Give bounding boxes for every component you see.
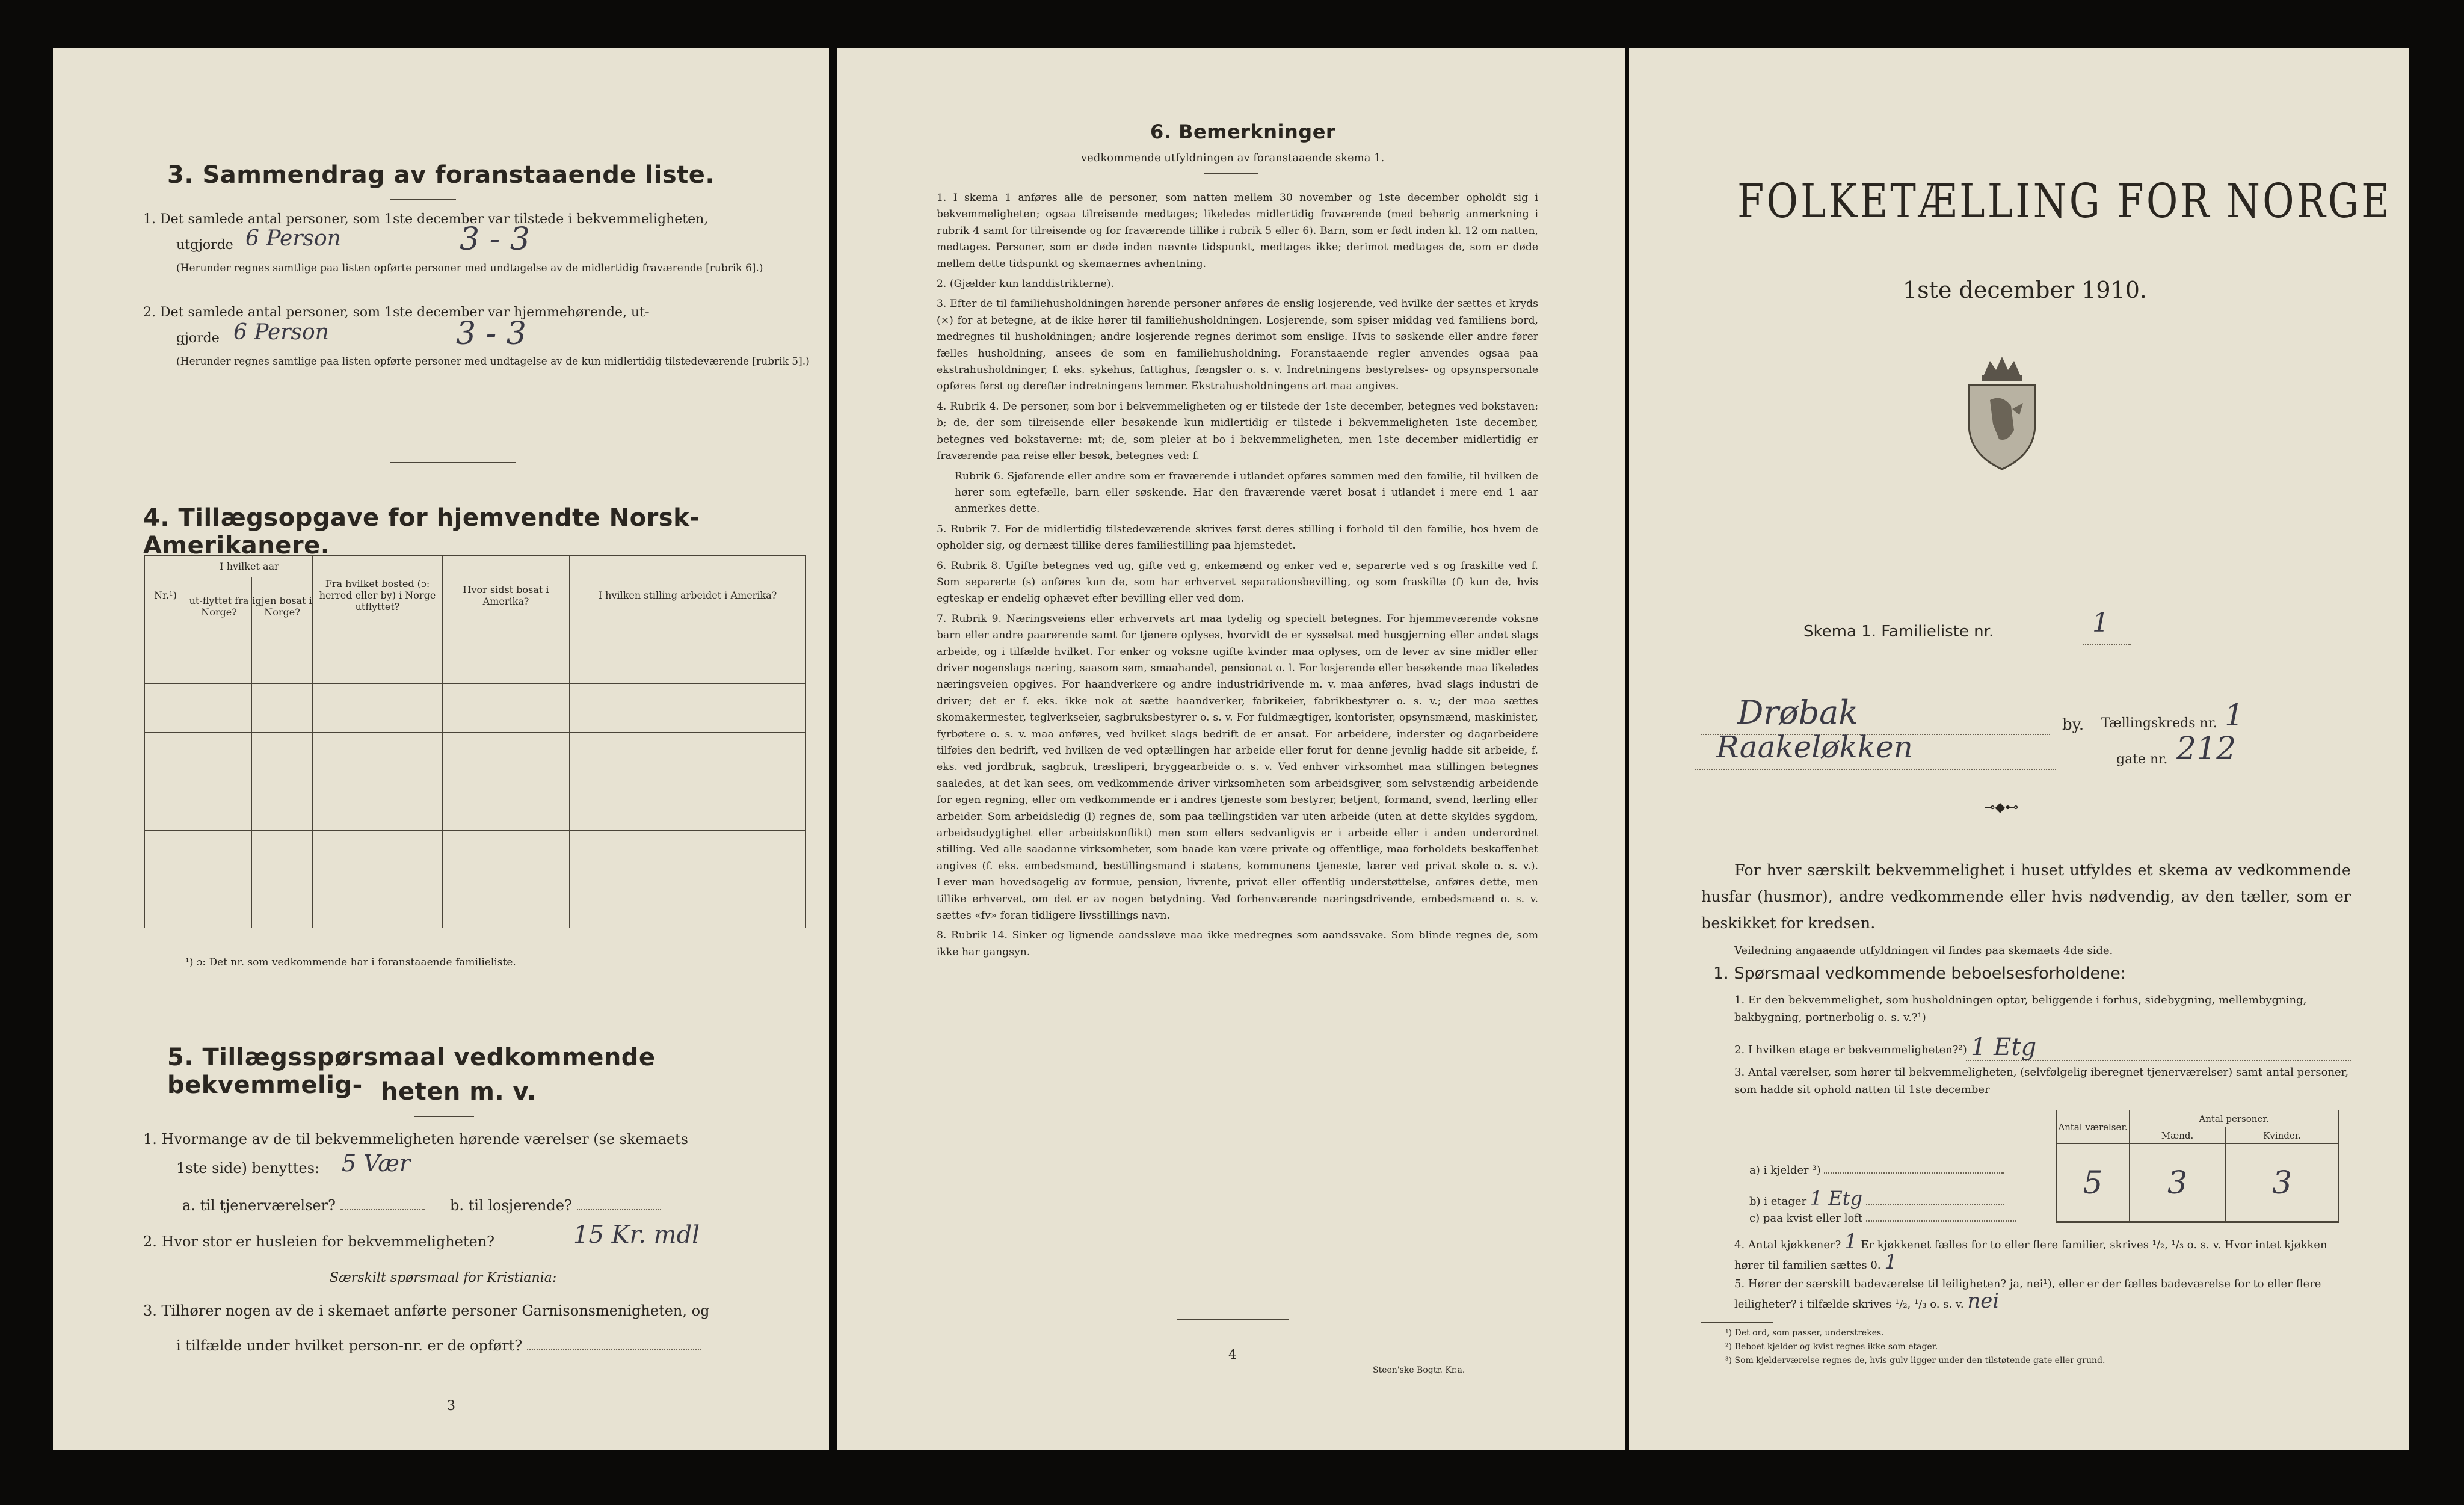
row-c: c) paa kvist eller loft — [1749, 1212, 2016, 1225]
divider — [414, 1116, 474, 1117]
s5-q2: 2. Hvor stor er husleien for bekvemmeligheten? — [143, 1233, 495, 1250]
s3-q2-text: 2. Det samlede antal personer, som 1ste december var hjemmehørende, ut- — [143, 305, 650, 320]
remark-1: 1. I skema 1 anføres alle de personer, som natten mellem 30 november og 1ste december opholdt sig i bekvemmeligheten; ogsaa tilreisende medtages; likeledes midlertidig fraværende (med behørig anmerkning i rubrik 4 samt for tilreisende og for fraværende tillike i rubrik 5 eller 6). Barn, som er født inden kl. 12 om natten, medtages. Personer, som er døde inden nævnte tidspunkt, medtages ikke; derimot medtages de, som er døde mellem dette tidspunkt og skemaernes avhentning. — [937, 192, 1538, 270]
s5-q2-handwriting: 15 Kr. mdl — [573, 1221, 700, 1249]
section-4-title: 4. Tillægsopgave for hjemvendte Norsk-Amerikanere. — [143, 504, 700, 559]
col-stilling: I hvilken stilling arbeidet i Amerika? — [570, 556, 806, 635]
place-handwriting: Drøbak — [1737, 694, 1859, 731]
col-maend: Mænd. — [2130, 1127, 2226, 1144]
divider — [390, 199, 456, 200]
col-nr: Nr.¹) — [145, 556, 186, 635]
remark-6: 6. Rubrik 8. Ugifte betegnes ved ug, gifte ved g, enkemænd og enker ved e, separerte ved s og fraskilte ved f. Som separerte (s) anføres kun de, som har erhvervet separationsbevilling, og som fraskilte (f) kun de, hvis egteskap er endelig ophævet efter bevilling eller ved dom. — [937, 559, 1538, 605]
remark-7: 7. Rubrik 9. Næringsveiens eller erhvervets art maa tydelig og specielt betegnes. For hjemmeværende voksne barn eller andre paarørende samt for tjenere oplyses, hvorvidt de er sysselsat med husgjerning eller andet slags arbeide, og i tilfælde hvilket. For enker og voksne ugifte kvinder maa oplyses, om de lever av sine midler eller driver nogenslags næring, saasom søm, smaahandel, pensionat o. l. For losjerende eller besøkende maa likeledes næringsveien opgives. For haandverkere og andre industridrivende m. v. maa anføres, hvad slags industri de driver; det er f. eks. ikke nok at sætte haandverker, fabrikeier, fabrikbestyrer o. s. v.; der maa sættes skomakermester, teglverkseier, sagbruksbestyrer o. s. v. For fuldmægtiger, kontorister, opsynsmænd, maskinister, fyrbøtere o. s. v. maa anføres, ved hvilket slags bedrift de er ansat. For arbeidere, inderster og dagarbeidere tilføies den bedrift, ved hvilken de ved optællingen har arbeide eller forut for denne jevnlig hadde sit arbeide, f. eks. ved jordbruk, sagbruk, træsliperi, bryggearbeide o. s. v. Ved enhver virksomhet maa stillingen betegnes saaledes, at det kan sees, om vedkommende driver virksomheten som arbeidsgiver, som selvstændig arbeidende for egen regning, eller om vedkommende er i andres tjeneste som bestyrer, betjent, formand, svend, lærling eller arbeider. Som arbeidsledig (l) regnes de, som paa tællingstiden var uten arbeide (uten at dette skyldes sygdom, arbeidsudygtighet eller arbeidskonflikt) men som ellers sedvanligvis er i arbeide eller i anden underordnet stilling. Ved alle saadanne virksomheter, som baade kan være private og offentlige, maa forholdets beskaffenhet angives (f. eks. embedsmand, bestillingsmand i statens, kommunens tjeneste, lærer ved privat skole o. s. v.). Lever man hovedsagelig av formue, pension, livrente, privat eller offentlig understøttelse, anføres dette, men tillike erhvervet, om det er av nogen betydning. Ved forhenværende næringsdrivende, embedsmænd o. s. v. sættes «fv» foran tidligere livsstillings navn. — [937, 612, 1538, 922]
divider — [390, 462, 516, 463]
b-kvinder: 3 — [2226, 1145, 2339, 1222]
remark-3: 3. Efter de til familiehusholdningen hørende personer anføres de enslig losjerende, ved hvilke der sættes et kryds (×) for at betegne, at de ikke hører til familiehusholdningen. Losjerende, som spiser middag ved familiens bord, medregnes til husholdningen; andre losjerende regnes derimot som enslige. Hvis to søskende eller andre fører fælles husholdning, ansees de som en familiehusholdning. Foranstaaende regler anvendes ogsaa paa ekstrahusholdninger, f. eks. sykehus, fattighus, fængsler o. s. v. Indretningens bestyrelses- og opsynspersonale opføres først og derefter indretningens lemmer. Ekstrahusholdningens art maa angives. — [937, 298, 1538, 393]
question-5: 5. Hører der særskilt badeværelse til leiligheten? ja, nei¹), eller er der fælles badeværelse for to eller flere leiligheter? i tilfælde skrives ¹/₂, ¹/₃ o. s. v. nei — [1734, 1278, 2321, 1313]
s3-q2-handwriting: 6 Person — [233, 320, 329, 345]
s5-q1b: 1ste side) benyttes: — [176, 1160, 320, 1177]
section-5-title-1: 5. Tillægsspørsmaal vedkommende bekvemmelig- — [167, 1044, 656, 1099]
col-fra-bosted: Fra hvilket bosted (ɔ: herred eller by) i Norge utflyttet? — [313, 556, 443, 635]
footnote-3: ³) Som kjelderværelse regnes de, hvis gulv ligger under den tilstøtende gate eller grund. — [1725, 1356, 2105, 1365]
footnote-2: ²) Beboet kjelder og kvist regnes ikke som etager. — [1725, 1342, 1938, 1352]
question-4: 4. Antal kjøkkener? 1 Er kjøkkenet fælles for to eller flere familier, skrives ¹/₂, ¹/₃ o. s. v. Hvor intet kjøkken hører til familien sættes 0. 1 — [1734, 1230, 2327, 1274]
question-2-handwriting: 1 Etg — [1971, 1033, 2037, 1061]
s5-q1a: a. til tjenerværelser? — [182, 1197, 425, 1214]
main-title: FOLKETÆLLING FOR NORGE — [1737, 174, 2392, 229]
question-2: 2. I hvilken etage er bekvemmeligheten?²) — [1734, 1044, 1967, 1056]
s5-q1-handwriting: 5 Vær — [342, 1150, 411, 1177]
col-hvilket-aar: I hvilket aar — [186, 556, 313, 577]
page-3 — [53, 48, 829, 1450]
bemerkninger-text — [937, 190, 1538, 1351]
col-sidst-bosat: Hvor sidst bosat i Amerika? — [443, 556, 570, 635]
questions-heading: 1. Spørsmaal vedkommende beboelsesforholdene: — [1713, 964, 2126, 983]
remark-5: 5. Rubrik 7. For de midlertidig tilstedeværende skrives først deres stilling i forhold til den familie, hos hvem de opholder sig, og dernæst tillike deres familiestilling paa hjemstedet. — [937, 523, 1538, 552]
krets-label: Tællingskreds nr. — [2101, 716, 2217, 731]
street-handwriting: Raakeløkken — [1716, 730, 1913, 765]
s3-q1-text: 1. Det samlede antal personer, som 1ste december var tilstede i bekvemmeligheten, — [143, 212, 709, 227]
col-kvinder: Kvinder. — [2226, 1127, 2339, 1144]
familieliste-number-handwriting: 1 — [2092, 608, 2109, 638]
s3-q2-note: (Herunder regnes samtlige paa listen opførte personer med undtagelse av de kun midlertidig tilstedeværende [rubrik 5].) — [176, 355, 810, 368]
row-b: b) i etager 1 Etg — [1749, 1187, 2004, 1210]
bemerkninger-title: 6. Bemerkninger — [1150, 120, 1336, 143]
s5-q3b: i tilfælde under hvilket person-nr. er de opført? — [176, 1337, 701, 1354]
col-antal-vaerelser: Antal værelser. — [2057, 1110, 2130, 1144]
s3-q1-prefix: utgjorde — [176, 238, 233, 253]
row-a: a) i kjelder ³) — [1749, 1164, 2004, 1177]
remark-4b: Rubrik 6. Sjøfarende eller andre som er fraværende i utlandet opføres sammen med den familie, til hvilken de hører som egtefælle, barn eller søskende. Har den fraværende været bosat i utlandet i mere end 1 aar anmerkes dette. — [955, 470, 1538, 516]
question-3: 3. Antal værelser, som hører til bekvemmeligheten, (selvfølgelig iberegnet tjenerværelser) samt antal personer, som hadde sit ophold natten til 1ste december — [1734, 1066, 2349, 1096]
skema-label: Skema 1. Familieliste nr. — [1803, 623, 1994, 641]
by-label: by. — [2062, 716, 2084, 734]
norwegian-coat-of-arms-icon — [1957, 352, 2047, 472]
printer-imprint: Steen'ske Bogtr. Kr.a. — [1373, 1365, 1465, 1375]
table-footnote: ¹) ɔ: Det nr. som vedkommende har i foranstaaende familieliste. — [185, 956, 516, 968]
s3-q2-handwriting-2: 3 - 3 — [456, 316, 526, 352]
s5-kristiania: Særskilt spørsmaal for Kristiania: — [330, 1270, 557, 1285]
census-date: 1ste december 1910. — [1903, 277, 2147, 303]
footnote-1: ¹) Det ord, som passer, understrekes. — [1725, 1328, 1884, 1338]
s5-q3: 3. Tilhører nogen av de i skemaet anførte personer Garnisonsmenigheten, og — [143, 1302, 710, 1319]
col-utflyttet: ut-flyttet fra Norge? — [186, 577, 252, 635]
section-3-title: 3. Sammendrag av foranstaaende liste. — [167, 161, 715, 189]
b-vaerelser: 5 — [2057, 1145, 2130, 1222]
remark-8: 8. Rubrik 14. Sinker og lignende aandssløve maa ikke medregnes som aandssvake. Som blinde regnes de, som ikke har gangsyn. — [937, 929, 1538, 958]
divider — [1204, 173, 1258, 174]
remark-2: 2. (Gjælder kun landdistrikterne). — [937, 278, 1115, 291]
s5-q1c: b. til losjerende? — [450, 1197, 661, 1214]
s3-q2-prefix: gjorde — [176, 331, 220, 346]
footnotes — [1725, 1326, 2105, 1368]
gate-label: gate nr. — [2116, 752, 2168, 767]
page-1-title — [1629, 48, 2409, 1450]
s3-q1-handwriting: 6 Person — [245, 226, 341, 251]
gate-number-handwriting: 212 — [2176, 731, 2237, 767]
veiledning-text: Veiledning angaaende utfyldningen vil findes paa skemaets 4de side. — [1734, 944, 2113, 957]
bemerkninger-subtitle: vedkommende utfyldningen av foranstaaende skema 1. — [1081, 152, 1385, 164]
col-igjen: igjen bosat i Norge? — [252, 577, 313, 635]
col-antal-personer: Antal personer. — [2130, 1110, 2339, 1127]
s3-q1-handwriting-2: 3 - 3 — [460, 221, 530, 257]
s3-q1-note: (Herunder regnes samtlige paa listen opførte personer med undtagelse av de midlertidig fraværende [rubrik 6].) — [176, 262, 763, 274]
ornament-icon: ⊸◆⊷ — [1984, 800, 2019, 815]
page-4 — [837, 48, 1625, 1450]
norsk-amerikanere-table — [144, 555, 806, 928]
remark-4: 4. Rubrik 4. De personer, som bor i bekvemmeligheten og er tilstede der 1ste december, betegnes ved bokstaven: b; de, der som tilreisende eller besøkende kun midlertidig er tilstede i bekvemmeligheten 1ste december, betegnes ved bokstaverne: mt; de, som pleier at bo i bekvemmeligheten, men 1ste december midlertidig er fraværende paa reise eller besøk, betegnes ved: f. — [937, 400, 1538, 463]
s5-q1: 1. Hvormange av de til bekvemmeligheten hørende værelser (se skemaets — [143, 1131, 688, 1148]
intro-text: For hver særskilt bekvemmelighet i huset utfyldes et skema av vedkommende husfar (husmor), andre vedkommende eller hvis nødvendig, av den tæller, som er beskikket for kredsen. — [1701, 861, 2351, 932]
b-maend: 3 — [2130, 1145, 2226, 1222]
section-5-title-2: heten m. v. — [381, 1078, 537, 1106]
question-1: 1. Er den bekvemmelighet, som husholdningen optar, beliggende i forhus, sidebygning, mellembygning, bakbygning, portnerbolig o. s. v.?¹) — [1734, 994, 2307, 1024]
page-number: 4 — [1228, 1347, 1237, 1362]
rooms-persons-table — [2056, 1110, 2339, 1223]
krets-handwriting: 1 — [2225, 698, 2244, 733]
divider — [1177, 1319, 1289, 1320]
page-number: 3 — [447, 1399, 455, 1414]
